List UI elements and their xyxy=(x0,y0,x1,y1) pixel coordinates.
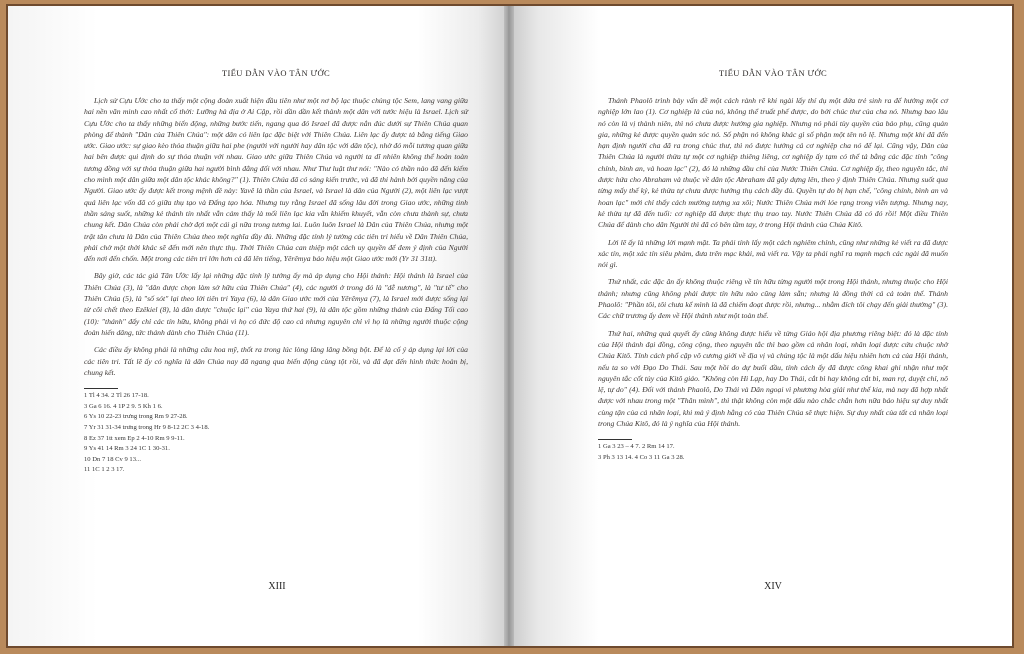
left-page xyxy=(8,6,508,646)
page-number: XIII xyxy=(268,581,286,592)
paragraph: Bây giờ, các tác giả Tân Ước lấy lại những đặc tính lý tưởng ấy mà áp dụng cho Hội thánh: Hội thánh là Israel của Thiên Chúa (3), là "dân được chọn làm sở hữu của Thiên Chúa" (4), các người ở trong đó là "dễ nương", là "tư tế" cho Thiên Chúa (5), là "số sót" lại theo lời tiên tri Yaya (6), là dân Giao ước mới của Yêrêmya (7), là Israel mới được sống lại từ cõi chết theo Ezêkiel (8), là dân được "chuộc lại" của Yaya thứ hai (9), là dân tộc gồm những thánh của Đấng Tối cao (10): "thánh" đấy chỉ các tín hữu, không phải vì họ có đức độ cao cả nhưng nguyên chỉ vì họ là những người thuộc cộng đoàn hiến dâng, tức thánh dành cho Thiên Chúa (11). xyxy=(84,271,468,337)
footnote: 8 Ez 37 1tt xem Ep 2 4-10 Rm 9 9-11. xyxy=(84,434,185,442)
footnote: 3 Ph 3 13 14. 4 Co 3 11 Ga 3 28. xyxy=(598,453,685,461)
running-head: TIỂU DẪN VÀO TÂN ƯỚC xyxy=(221,68,331,78)
running-head: TIỂU DẪN VÀO TÂN ƯỚC xyxy=(718,68,828,78)
paragraph: Thánh Phaolô trình bày vấn đề một cách rành rẽ khi ngài lấy thí dụ một đứa trẻ sinh ra để hưởng một cơ nghiệp lớn lao (1). Cơ nghiệp là của nó, không thể truất phế được, do bởi chúc thư của cha nó. Nhưng bao lâu nó còn là vị thành niên, thì nó chưa được hưởng gia nghiệp. Nhưng nó phải tùy quyền của bảo phụ, cũng quản gia, những kẻ được quyền quản sóc nó. Số phận nó không khác gì số phận một tên nô lệ. Nhưng một khi đã đến hạn định người cha đã ra trong chúc thư, thì nó được hưởng cả cơ nghiệp cha nó để lại. Cũng vậy, Dân của Thiên Chúa là người thừa tự một cơ nghiệp thiêng liêng, cơ nghiệp ấy tạm có thể tả bằng các đặc tính "công chính, bình an, và hoan lạc" (2), đó là những đầu chỉ của Nước Thiên Chúa. Cơ nghiệp ấy, theo nguyên tắc, thì được hứa cho Abraham và thuộc về dân tộc Abraham đã gây dựng lên, theo ý định Thiên Chúa. Nhưng suốt qua từng mấy thế kỷ, kẻ thừa tự chưa được hưởng thụ cách đầy đủ. Quyền tự do bị hạn chế, "công chính, bình an và hoan lạc" mới chỉ thấy cách mường tượng xa xôi; Nước Thiên Chúa mới lóe rạng trong viễn tượng. Nhưng nay, kẻ thừa tự đã đến tuổi: cơ nghiệp đã được thực thụ trao tay. Nước Thiên Chúa đã có đó rồi! Một điều Thiên Chúa để dành cho dân Người thì đã có bên tầm tay, ở trong Hội thánh của Chúa Kitô. xyxy=(598,96,948,230)
footnotes xyxy=(84,391,468,476)
footnote: 9 Ys 41 14 Rm 3 24 1C 1 30-31. xyxy=(84,445,170,453)
paragraph: Các điều ấy không phải là những câu hoa mỹ, thốt ra trong lúc lòng lâng lâng bồng bột. Để là cố ý áp dụng lại lời của các tiên tri. Tất lẽ ấy có nghĩa là dân Chúa nay đã ngang qua biến động cùng tột rồi, và đã đạt đến hình thức hoàn bị, chung kết. xyxy=(84,345,468,377)
paragraph: Lời lẽ ấy là những lời mạnh mặt. Ta phải tính lấy một cách nghiêm chỉnh, cũng như những kẻ viết ra đã được xác tín, một xác tín siêu phàm, đưa trên mạc khải, mà viết ra. Vậy ta phải nghĩ ra mạnh mạch các ngài đã muốn nói gì. xyxy=(598,237,948,270)
footnote: 7 Yr 31 31-34 trưng trong Hr 9 8-12 2C 3 4-18. xyxy=(84,423,210,431)
footnote: 1 Ga 3 23 – 4 7. 2 Rm 14 17. xyxy=(598,443,675,451)
paragraph: Lịch sử Cựu Ước cho ta thấy một cộng đoàn xuất hiện đầu tiên như một nơ bộ lạc thuộc chủng tộc Sem, lang vang giữa hai nền văn minh cao nhất cổ thời: Lưỡng hà địa ở Ai Cập, rồi dần dần kết thành một dân với tước hiệu là Israel. Lịch sử Cựu Ước cho ta thấy những biến động, những bước tiến, ngang qua đó Israel đã được nắn đúc dưới sự Thiên Chúa quan phòng để thành "Dân của Thiên Chúa": một dân có liên lạc đặc biệt với Thiên Chúa. Liên lạc ấy được tả bằng tiếng Giao ước. Giao ước: sự giao kèo thỏa thuận giữa hai phe (người với người hay dân tộc với dân tộc), nhờ đó mỗi tương quan giữa hai bên được qui định do sự thỏa thuận với nhau. Giao ước giữa Thiên Chúa và người ta dĩ nhiên không thể hoàn toàn tương đồng với sự thỏa thuận giữa hai người bình đẳng đối với nhau. Như Thư luật thư nói: "Nào có thần nào đã đến kiếm cho mình một dân giữa một dân tộc khác không?" (1). Thiên Chúa đã có sáng kiến trước, và đã thi hành bởi quyền năng của Người. Giao ước ấy được kết trong mệnh đề này: Yavê là thần của Israel, và Israel là dân của Người (2), một liên lạc vượt quá liên lạc vốn đã có giữa thụ tạo và Đấng tạo hóa. Nhưng tuy rằng Israel đã sống lâu đời trong Giao ước, những tinh thần sáng suốt, những kẻ thánh tín nhất vẫn cảm thấy là mối liên lạc kia vẫn khiếm khuyết, vẫn còn chưa thành sự, chưa chung kết. Dân Chúa còn phải chờ đợi một cái gì nữa trong tương lai. Luôn luôn Israel là Dân của Thiên Chúa, nhưng một trật tân chưa là Dân của Thiên Chúa theo một nghĩa đầy đủ. Những đặc tính lý tưởng các tiên tri hiểu về Dân Thiên Chúa, phải chờ một thời khác sẽ đến mới nên thực thụ. Thời Thiên Chúa can thiệp một cách uy quyền để đem ý định của Người đến nơi đến chốn. Một trong các tiên tri lớn hơn cả đã lên tiếng, Yêrêmya báo hiệu một Giao ước mới (Yr 31 31tt). xyxy=(84,96,468,264)
footnote: 1 Tl 4 34. 2 Tl 26 17-18. xyxy=(84,392,149,400)
book-spine xyxy=(504,6,514,646)
footnote: 3 Ga 6 16. 4 1P 2 9. 5 Kh 1 6. xyxy=(84,402,163,410)
footnote: 6 Ys 10 22-23 trưng trong Rm 9 27-28. xyxy=(84,413,188,421)
paragraph: Thứ nhất, các đặc ân ấy không thuộc riêng về tín hữu từng người một trong Hội thánh, nhưng thuộc cho Hội thánh; nhưng cũng không phải được tín hữu nào cũng làm sẵn; nhưng là đồng thời cả cả toàn thể. Thánh Phaolô: "Phần tôi, tôi chưa kể mình là đã chiếm đoạt được rồi, nhưng... nhằm đích tôi chạy đến giải thưởng" (3). Các chữ trương ấy đem về Hội thánh như một toàn thể. xyxy=(598,277,948,321)
footnote: 10 Dn 7 18 Cv 9 13... xyxy=(84,455,141,463)
page-number: XIV xyxy=(764,581,782,592)
open-book xyxy=(6,4,1014,648)
right-page xyxy=(508,6,1012,646)
paragraph: Thứ hai, những quả quyết ấy cũng không được hiểu về từng Giáo hội địa phương riêng biệt: đó là đặc tính của Hội thánh đại đồng, công cộng, theo nguyên tắc thì bao gồm cả nhân loại, nhân loại được cứu chuộc nhờ Chúa Kitô. Tính cách phổ cập vô cương giới về địa vị và chủng tộc là một dấu hiệu nhiên hơn cả của Hội thánh, nếu ta so với Đạo Do Thái. Sau một hồi do dự buổi đầu, tính cách ấy đã được công khai ghi nhận như một nguyên tắc cốt tủy của Kitô giáo. "Không còn Hi Lạp, hay Do Thái, cắt bì hay không cắt bì, man rợ, duyệt chỉ, nô lệ, tự do" (4). Đối với thánh Phaolô, Do Thái và Dân ngoại vì phương hòa giải như thế kia, mà nay đã hợp nhất được với nhau trong một "Thân mình", thì thật không còn một dấu nào chắc chắn hơn nữa báo hiệu sự duy nhất cùng tận của cả nhân loại, khi mà ý định hằng có của Thiên Chúa sẽ thực hiện. Sự duy nhất của tất cả nhân loại trong Chúa Kitô, đó là ý nghĩa của Hội thánh. xyxy=(598,328,948,429)
footnote: 11 1C 1 2 3 17. xyxy=(84,466,125,474)
footnotes xyxy=(598,442,948,463)
